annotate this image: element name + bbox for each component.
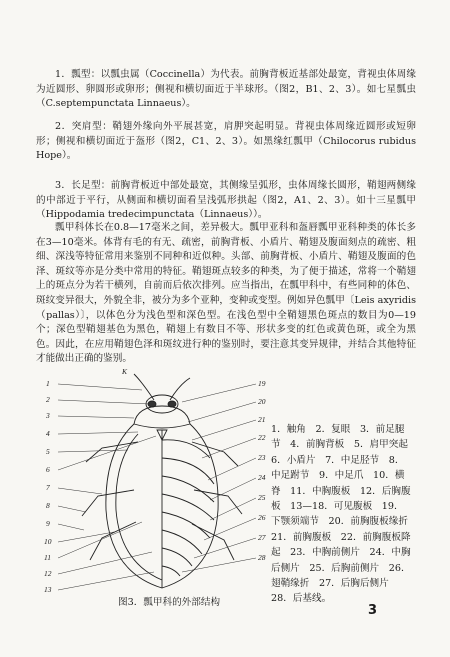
paragraph-body-size: 瓢甲科体长在0.8—17毫米之间，差异极大。瓢甲亚科和盔唇瓢甲亚科种类的体长多在3—10毫米。体背有毛的有无、疏密，前胸背板、小盾片、鞘翅及腹面刻点的疏密、粗细、深浅等特征常用来鉴别不同种和近似种。头部、前胸背板、小盾片、鞘翅及腹面的色泽、斑纹等亦是分类中常用的特征。鞘翅斑点较多的种类，为了便于描述，常将一个鞘翅上的斑点分为若干横列，自前而后依次排列。应当指出，在瓢甲科中，有些同种的体色、斑纹变异很大，外貌全非，被分为多个亚种，变种或变型。例如异色瓢甲〔Leis axyridis（pallas）〕，以体色分为浅色型和深色型。在浅色型中全鞘翅黑色斑点的数目为0—19个；深色型鞘翅基色为黑色，鞘翅上有数目不等、形状多变的红色或黄色斑，或全为黑色。因此，在应用鞘翅色泽和斑纹进行种的鉴别时，要注意其变异规律，并结合其他特征才能做出正确的鉴别。 — [36, 222, 416, 365]
figure-label-left-3: 3 — [46, 411, 50, 420]
figure-caption: 图3．瓢甲科的外部结构 — [118, 597, 221, 608]
figure-label-k: K — [122, 367, 128, 376]
figure-label-right-21: 21 — [258, 415, 266, 424]
figure-label-left-7: 7 — [46, 483, 50, 492]
ladybird-structure-figure — [42, 362, 272, 600]
figure-label-right-19: 19 — [258, 379, 266, 388]
figure-label-left-6: 6 — [46, 465, 50, 474]
figure-label-right-28: 28 — [258, 553, 266, 562]
figure-label-left-8: 8 — [46, 501, 50, 510]
figure-label-right-22: 22 — [258, 433, 266, 442]
figure-label-left-2: 2 — [46, 395, 50, 404]
figure-label-left-11: 11 — [44, 553, 51, 562]
paragraph-type-1: 1．瓢型：以瓢虫属（Coccinella）为代表。前胸背板近基部处最宽，背视虫体周缘为近圆形、卵圆形或卵形；侧视和横切面近于半球形。（图2，B1、2、3）。如七星瓢虫（C.septempunctata Linnaeus）。 — [36, 69, 416, 110]
figure-label-right-26: 26 — [258, 513, 266, 522]
figure-label-left-9: 9 — [46, 519, 50, 528]
figure-label-left-13: 13 — [44, 585, 52, 594]
figure-label-left-1: 1 — [46, 379, 50, 388]
figure-legend: 1．触角 2．复眼 3．前足腿节 4．前胸背板 5．肩甲突起 6．小盾片 7．中足胫节 8．中足跗节 9．中足爪 10．横脊 11．中胸腹板 12．后胸腹板 13—18．可见腹板 19．下颚须端节 20．前胸腹板缘折 21．前胸腹板 22．前胸腹板降起 23．中胸前侧片 24．中胸后侧片 25．后胸前侧片 26．翅鞘缘折 27．后胸后侧片 28．后基线。 — [271, 424, 418, 605]
figure-label-right-23: 23 — [258, 453, 266, 462]
figure-label-right-20: 20 — [258, 397, 266, 406]
paragraph-type-2: 2．突肩型：鞘翅外缘向外平展甚宽，肩胛突起明显。背视虫体周缘近圆形或短卵形；侧视和横切面近于盔形（图2，C1、2、3）。如黑缘红瓢甲（Chilocorus rubidus Hope）。 — [36, 121, 416, 162]
figure-label-right-24: 24 — [258, 473, 266, 482]
figure-label-left-10: 10 — [44, 537, 52, 546]
figure-leader-lines — [58, 384, 256, 590]
figure-label-right-25: 25 — [258, 493, 266, 502]
ladybird-body-outline — [82, 374, 242, 588]
figure-label-right-27: 27 — [258, 533, 266, 542]
paragraph-type-3: 3．长足型：前胸背板近中部处最宽，其侧缘呈弧形，虫体周缘长圆形，鞘翅两侧缘的中部近于平行，从侧面和横切面看呈浅弧形拱起（图2，A1、2、3）。如十三星瓢甲（Hippodamia tredecimpunctata（Linnaeus））。 — [36, 180, 416, 221]
figure-label-left-12: 12 — [44, 569, 52, 578]
figure-label-left-4: 4 — [46, 429, 50, 438]
figure-label-left-5: 5 — [46, 447, 50, 456]
page-number: 3 — [368, 603, 378, 618]
